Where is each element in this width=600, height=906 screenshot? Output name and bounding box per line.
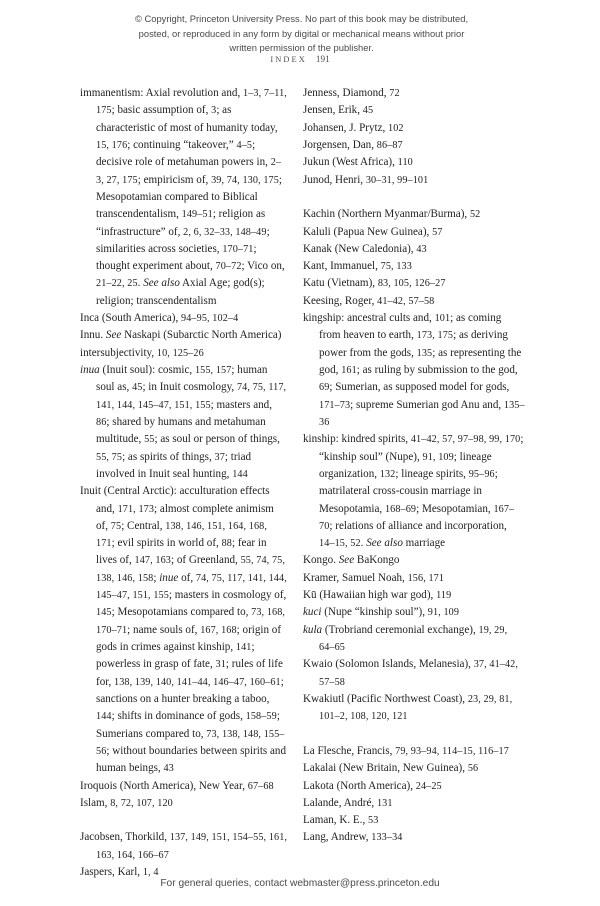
index-entry: Katu (Vietnam), 83, 105, 126–27 (303, 277, 446, 290)
running-head-label: INDEX (270, 55, 307, 64)
index-column-left (80, 85, 288, 881)
footer-queries-text: For general queries, contact webmaster@press.princeton.edu (160, 878, 440, 889)
index-entry: Kaluli (Papua New Guinea), 57 (303, 225, 443, 238)
index-entry: Iroquois (North America), New Year, 67–68 (80, 779, 274, 792)
index-entry: Kū (Hawaiian high war god), 119 (303, 589, 452, 602)
index-entry: Kramer, Samuel Noah, 156, 171 (303, 571, 445, 584)
running-head (0, 54, 600, 65)
index-entry: Islam, 8, 72, 107, 120 (80, 796, 173, 809)
index-entry: Kachin (Northern Myanmar/Burma), 52 (303, 208, 481, 221)
index-entry: Jenness, Diamond, 72 (303, 87, 400, 99)
index-entry: kuci (Nupe “kinship soul”), 91, 109 (303, 606, 460, 619)
index-entry: Kongo. See BaKongo (303, 554, 400, 567)
index-entry: inua (Inuit soul): cosmic, 155, 157; human soul as, 45; in Inuit cosmology, 74, 75, 117, 141, 144, 145–47, 151, 155; masters and, 86; shared by humans and metahuman multitude, 55; as soul or person of things, 55, 75; as spirits of things, 37; triad involved in Inuit seal hunting, 144 (80, 364, 287, 480)
index-entry: Junod, Henri, 30–31, 99–101 (303, 173, 429, 186)
index-entry: Laman, K. E., 53 (303, 814, 379, 827)
index-entry: kinship: kindred spirits, 41–42, 57, 97–98, 99, 170; “kinship soul” (Nupe), 91, 109; lineage organization, 132; lineage spirits, 95–96; matrilateral cross-cousin marriage in Mesopotamia, 168–69; Mesopotamian, 167–70; relations of alliance and incorporation, 14–15, 52. See also marriage (303, 433, 524, 550)
index-entry: Lalande, André, 131 (303, 796, 393, 809)
index-entry: immanentism: Axial revolution and, 1–3, 7–11, 175; basic assumption of, 3; as characteristic of most of humanity today, 15, 176; continuing “takeover,” 4–5; decisive role of metahuman powers in, 2–3, 27, 175; empiricism of, 39, 74, 130, 175; Mesopotamian compared to Biblical transcendentalism, 149–51; religion as “infrastructure” of, 2, 6, 32–33, 148–49; similarities across societies, 170–71; thought experiment about, 70–72; Vico on, 21–22, 25. See also Axial Age; god(s); religion; transcendentalism (80, 87, 287, 307)
page-number: 191 (315, 54, 330, 64)
index-entry: Inca (South America), 94–95, 102–4 (80, 312, 239, 325)
index-entry: intersubjectivity, 10, 125–26 (80, 346, 204, 359)
index-entry: Kant, Immanuel, 75, 133 (303, 260, 412, 273)
index-entry: Lakalai (New Britain, New Guinea), 56 (303, 762, 479, 775)
index-column-right (303, 85, 525, 847)
index-entry: Kwaio (Solomon Islands, Melanesia), 37, 41–42, 57–58 (303, 658, 518, 688)
index-entry: Kanak (New Caledonia), 43 (303, 242, 427, 255)
index-entry: kula (Trobriand ceremonial exchange), 19, 29, 64–65 (303, 623, 508, 653)
index-entry: Innu. See Naskapi (Subarctic North America) (80, 329, 282, 342)
index-entry: Lang, Andrew, 133–34 (303, 831, 403, 844)
index-entry: Lakota (North America), 24–25 (303, 779, 442, 792)
index-entry: Jaspers, Karl, 1, 4 (80, 866, 159, 879)
index-entry: Keesing, Roger, 41–42, 57–58 (303, 294, 435, 307)
index-entry: Johansen, J. Prytz, 102 (303, 121, 404, 134)
index-entry: Jukun (West Africa), 110 (303, 156, 413, 169)
index-entry: La Flesche, Francis, 79, 93–94, 114–15, 116–17 (303, 744, 509, 757)
copyright-notice: © Copyright, Princeton University Press. No part of this book may be distributed, posted, or reproduced in any form by digital or mechanical means without prior written permission of the publisher. (134, 13, 469, 54)
index-entry: Jorgensen, Dan, 86–87 (303, 138, 403, 151)
index-entry: Kwakiutl (Pacific Northwest Coast), 23, 29, 81, 101–2, 108, 120, 121 (303, 692, 513, 723)
index-entry: kingship: ancestral cults and, 101; as coming from heaven to earth, 173, 175; as deriving power from the gods, 135; as representing the god, 161; as ruling by submission to the god, 69; Sumerian, as supposed model for gods, 171–73; supreme Sumerian god Anu and, 135–36 (303, 312, 525, 428)
index-entry: Inuit (Central Arctic): acculturation effects and, 171, 173; almost complete animism of, 75; Central, 138, 146, 151, 164, 168, 171; evil spirits in world of, 88; fear in lives of, 147, 163; of Greenland, 55, 74, 75, 138, 146, 158; inue of, 74, 75, 117, 141, 144, 145–47, 151, 155; masters in cosmology of, 145; Mesopotamians compared to, 73, 168, 170–71; name souls of, 167, 168; origin of gods in crimes against kinship, 141; powerless in grasp of fate, 31; rules of life for, 138, 139, 140, 141–44, 146–47, 160–61; sanctions on a hunter breaking a taboo, 144; shifts in dominance of gods, 158–59; Sumerians compared to, 73, 138, 148, 155–56; without boundaries between spirits and human beings, 43 (80, 485, 287, 775)
index-entry: Jacobsen, Thorkild, 137, 149, 151, 154–55, 161, 163, 164, 166–67 (80, 831, 288, 861)
index-entry: Jensen, Erik, 45 (303, 104, 374, 117)
